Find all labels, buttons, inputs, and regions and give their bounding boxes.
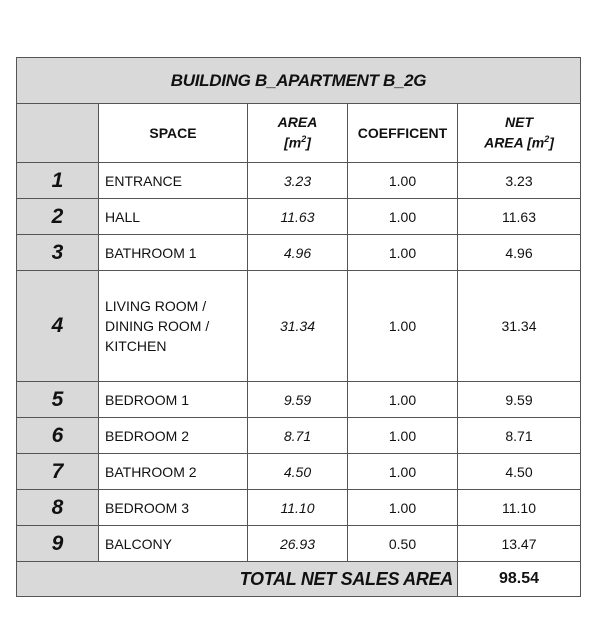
header-net-unit-sup: 2 — [544, 134, 550, 145]
header-area-unit-sup: 2 — [301, 134, 307, 145]
area-cell: 8.71 — [248, 418, 348, 454]
table-row — [17, 271, 581, 382]
row-number: 3 — [17, 235, 99, 271]
row-number: 9 — [17, 526, 99, 562]
row-number: 4 — [17, 271, 99, 382]
header-area-unit-close: ] — [306, 134, 311, 151]
area-cell: 9.59 — [248, 382, 348, 418]
net-area-cell: 11.63 — [458, 199, 581, 235]
area-cell: 31.34 — [248, 271, 348, 382]
area-cell: 26.93 — [248, 526, 348, 562]
space-cell: BALCONY — [99, 526, 248, 562]
coefficient-cell: 1.00 — [348, 235, 458, 271]
table-row — [17, 490, 581, 526]
header-area — [248, 104, 348, 163]
net-area-cell: 13.47 — [458, 526, 581, 562]
header-number — [17, 104, 99, 163]
net-area-cell: 11.10 — [458, 490, 581, 526]
space-cell: HALL — [99, 199, 248, 235]
header-row — [17, 104, 581, 163]
table-row — [17, 454, 581, 490]
row-number: 7 — [17, 454, 99, 490]
total-value: 98.54 — [458, 562, 581, 597]
apartment-area-table — [16, 57, 581, 597]
space-cell: BEDROOM 2 — [99, 418, 248, 454]
total-label: TOTAL NET SALES AREA — [17, 562, 458, 597]
header-area-unit: [m — [284, 134, 302, 151]
table-row — [17, 163, 581, 199]
space-line: KITCHEN — [105, 338, 167, 354]
table-title: BUILDING B_APARTMENT B_2G — [17, 58, 581, 104]
header-space: SPACE — [99, 104, 248, 163]
net-area-cell: 8.71 — [458, 418, 581, 454]
space-line: DINING ROOM / — [105, 318, 210, 334]
header-net-label: NET — [505, 114, 533, 131]
row-number: 5 — [17, 382, 99, 418]
space-cell: ENTRANCE — [99, 163, 248, 199]
space-cell: BEDROOM 3 — [99, 490, 248, 526]
table-row — [17, 382, 581, 418]
net-area-cell: 4.50 — [458, 454, 581, 490]
space-cell — [99, 271, 248, 382]
coefficient-cell: 1.00 — [348, 163, 458, 199]
table-row — [17, 199, 581, 235]
area-cell: 11.63 — [248, 199, 348, 235]
area-cell: 4.96 — [248, 235, 348, 271]
row-number: 2 — [17, 199, 99, 235]
space-line: LIVING ROOM / — [105, 298, 207, 314]
net-area-cell: 31.34 — [458, 271, 581, 382]
table-row — [17, 418, 581, 454]
area-cell: 3.23 — [248, 163, 348, 199]
header-coefficient: COEFFICENT — [348, 104, 458, 163]
coefficient-cell: 1.00 — [348, 490, 458, 526]
coefficient-cell: 1.00 — [348, 418, 458, 454]
header-area-label: AREA — [277, 114, 318, 131]
area-cell: 11.10 — [248, 490, 348, 526]
table-row — [17, 526, 581, 562]
net-area-cell: 9.59 — [458, 382, 581, 418]
table-row — [17, 235, 581, 271]
total-row — [17, 562, 581, 597]
space-cell: BATHROOM 1 — [99, 235, 248, 271]
coefficient-cell: 0.50 — [348, 526, 458, 562]
row-number: 6 — [17, 418, 99, 454]
header-net-unit-close: ] — [549, 134, 554, 151]
coefficient-cell: 1.00 — [348, 199, 458, 235]
space-cell: BEDROOM 1 — [99, 382, 248, 418]
net-area-cell: 3.23 — [458, 163, 581, 199]
header-net-unit: AREA [m — [484, 134, 545, 151]
coefficient-cell: 1.00 — [348, 382, 458, 418]
space-cell: BATHROOM 2 — [99, 454, 248, 490]
row-number: 8 — [17, 490, 99, 526]
row-number: 1 — [17, 163, 99, 199]
header-net-area — [458, 104, 581, 163]
coefficient-cell: 1.00 — [348, 454, 458, 490]
net-area-cell: 4.96 — [458, 235, 581, 271]
area-cell: 4.50 — [248, 454, 348, 490]
coefficient-cell: 1.00 — [348, 271, 458, 382]
